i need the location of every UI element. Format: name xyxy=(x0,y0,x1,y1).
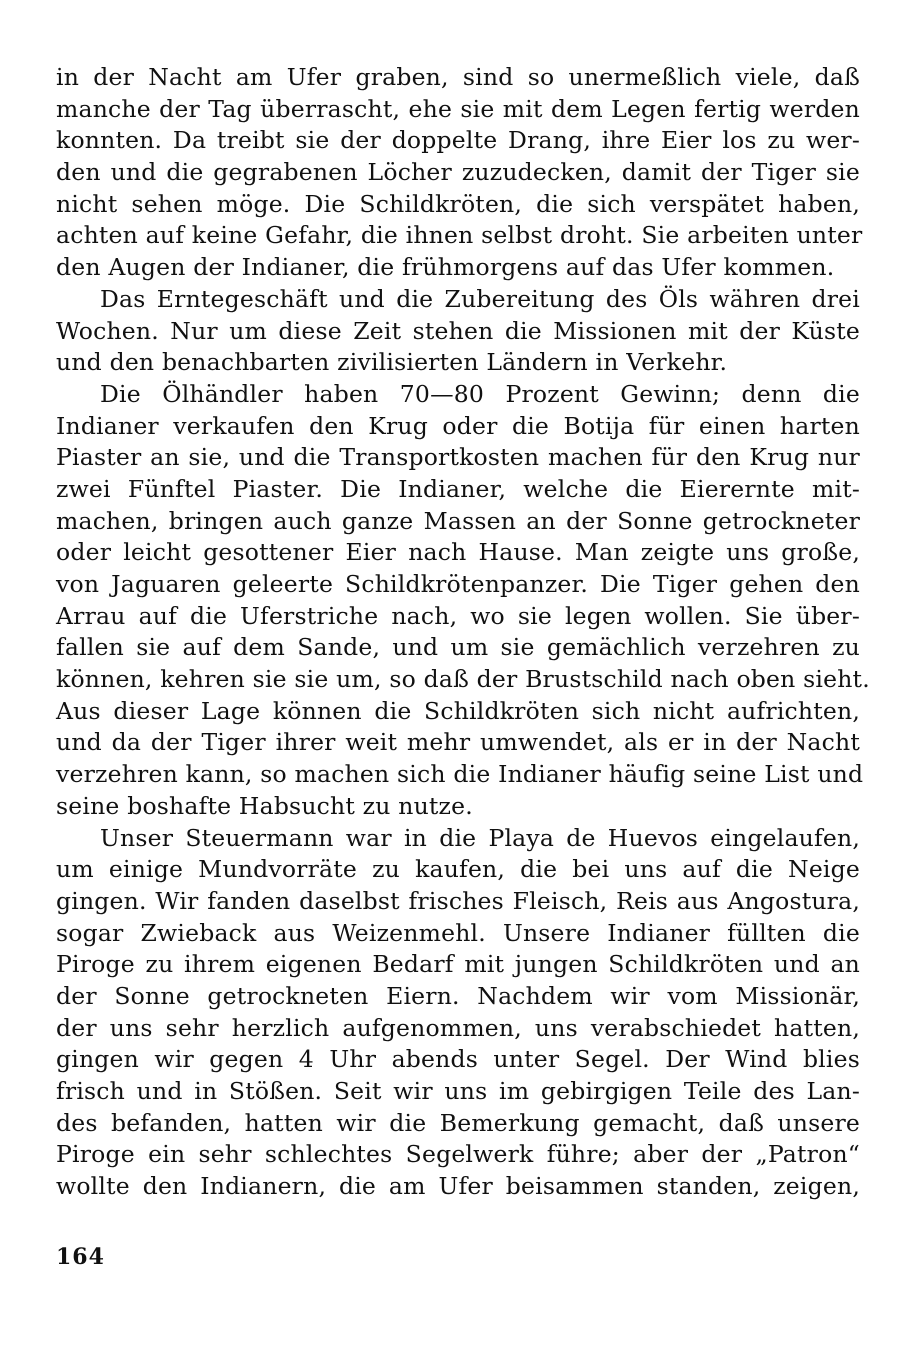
text-line: gingen wir gegen 4 Uhr abends unter Segel. Der Wind blies xyxy=(56,1045,860,1074)
text-line: konnten. Da treibt sie der doppelte Drang, ihre Eier los zu wer- xyxy=(56,126,860,155)
text-line: des befanden, hatten wir die Bemerkung gemacht, daß unsere xyxy=(56,1108,860,1137)
text-line: Das Erntegeschäft und die Zubereitung des Öls währen drei xyxy=(100,284,860,313)
text-line: Piroge zu ihrem eigenen Bedarf mit jungen Schildkröten und an xyxy=(56,950,860,979)
text-line: frisch und in Stößen. Seit wir uns im gebirgigen Teile des Lan- xyxy=(56,1077,860,1105)
text-line: von Jaguaren geleerte Schildkrötenpanzer. Die Tiger gehen den xyxy=(56,570,860,598)
text-line: Piroge ein sehr schlechtes Segelwerk führe; aber der „Patron“ xyxy=(56,1140,860,1169)
paragraph xyxy=(56,284,860,379)
text-line: den und die gegrabenen Löcher zuzudecken, damit der Tiger sie xyxy=(56,158,860,187)
text-line: und den benachbarten zivilisierten Ländern in Verkehr. xyxy=(56,348,728,377)
text-line: sogar Zwieback aus Weizenmehl. Unsere Indianer füllten die xyxy=(56,918,860,947)
text-line: und da der Tiger ihrer weit mehr umwendet, als er in der Nacht xyxy=(56,728,860,757)
text-line: der Sonne getrockneten Eiern. Nachdem wir vom Missionär, xyxy=(56,981,860,1010)
text-line: nicht sehen möge. Die Schildkröten, die sich verspätet haben, xyxy=(56,189,860,218)
text-line: gingen. Wir fanden daselbst frisches Fleisch, Reis aus Angostura, xyxy=(56,886,860,915)
text-line: Die Ölhändler haben 70—80 Prozent Gewinn; denn die xyxy=(100,379,860,408)
paragraph xyxy=(56,379,870,823)
text-line: Indianer verkaufen den Krug oder die Botija für einen harten xyxy=(56,411,860,440)
text-line: wollte den Indianern, die am Ufer beisammen standen, zeigen, xyxy=(56,1172,860,1201)
text-line: Piaster an sie, und die Transportkosten machen für den Krug nur xyxy=(56,443,860,472)
text-line: machen, bringen auch ganze Massen an der Sonne getrockneter xyxy=(56,506,860,535)
page-body xyxy=(56,62,870,1203)
text-line: Unser Steuermann war in die Playa de Huevos eingelaufen, xyxy=(100,823,860,852)
text-line: Aus dieser Lage können die Schildkröten sich nicht aufrichten, xyxy=(56,696,860,725)
text-line: den Augen der Indianer, die frühmorgens auf das Ufer kommen. xyxy=(56,253,835,282)
page-number: 164 xyxy=(56,1244,105,1270)
text-line: zwei Fünftel Piaster. Die Indianer, welche die Eierernte mit- xyxy=(56,474,860,503)
text-line: um einige Mundvorräte zu kaufen, die bei uns auf die Neige xyxy=(56,855,860,884)
text-line: können, kehren sie sie um, so daß der Brustschild nach oben sieht. xyxy=(56,665,870,694)
text-line: oder leicht gesottener Eier nach Hause. Man zeigte uns große, xyxy=(56,538,860,567)
text-line: Arrau auf die Uferstriche nach, wo sie legen wollen. Sie über- xyxy=(56,601,860,630)
paragraph xyxy=(56,823,860,1203)
text-line: manche der Tag überrascht, ehe sie mit dem Legen fertig werden xyxy=(56,94,860,123)
text-line: fallen sie auf dem Sande, und um sie gemächlich verzehren zu xyxy=(56,633,860,662)
paragraph xyxy=(56,62,863,284)
text-line: seine boshafte Habsucht zu nutze. xyxy=(56,791,473,820)
text-line: verzehren kann, so machen sich die Indianer häufig seine List und xyxy=(56,760,864,789)
text-line: der uns sehr herzlich aufgenommen, uns verabschiedet hatten, xyxy=(56,1013,860,1042)
text-line: in der Nacht am Ufer graben, sind so unermeßlich viele, daß xyxy=(56,63,860,91)
text-line: Wochen. Nur um diese Zeit stehen die Missionen mit der Küste xyxy=(56,316,860,345)
text-line: achten auf keine Gefahr, die ihnen selbst droht. Sie arbeiten unter xyxy=(56,221,863,250)
